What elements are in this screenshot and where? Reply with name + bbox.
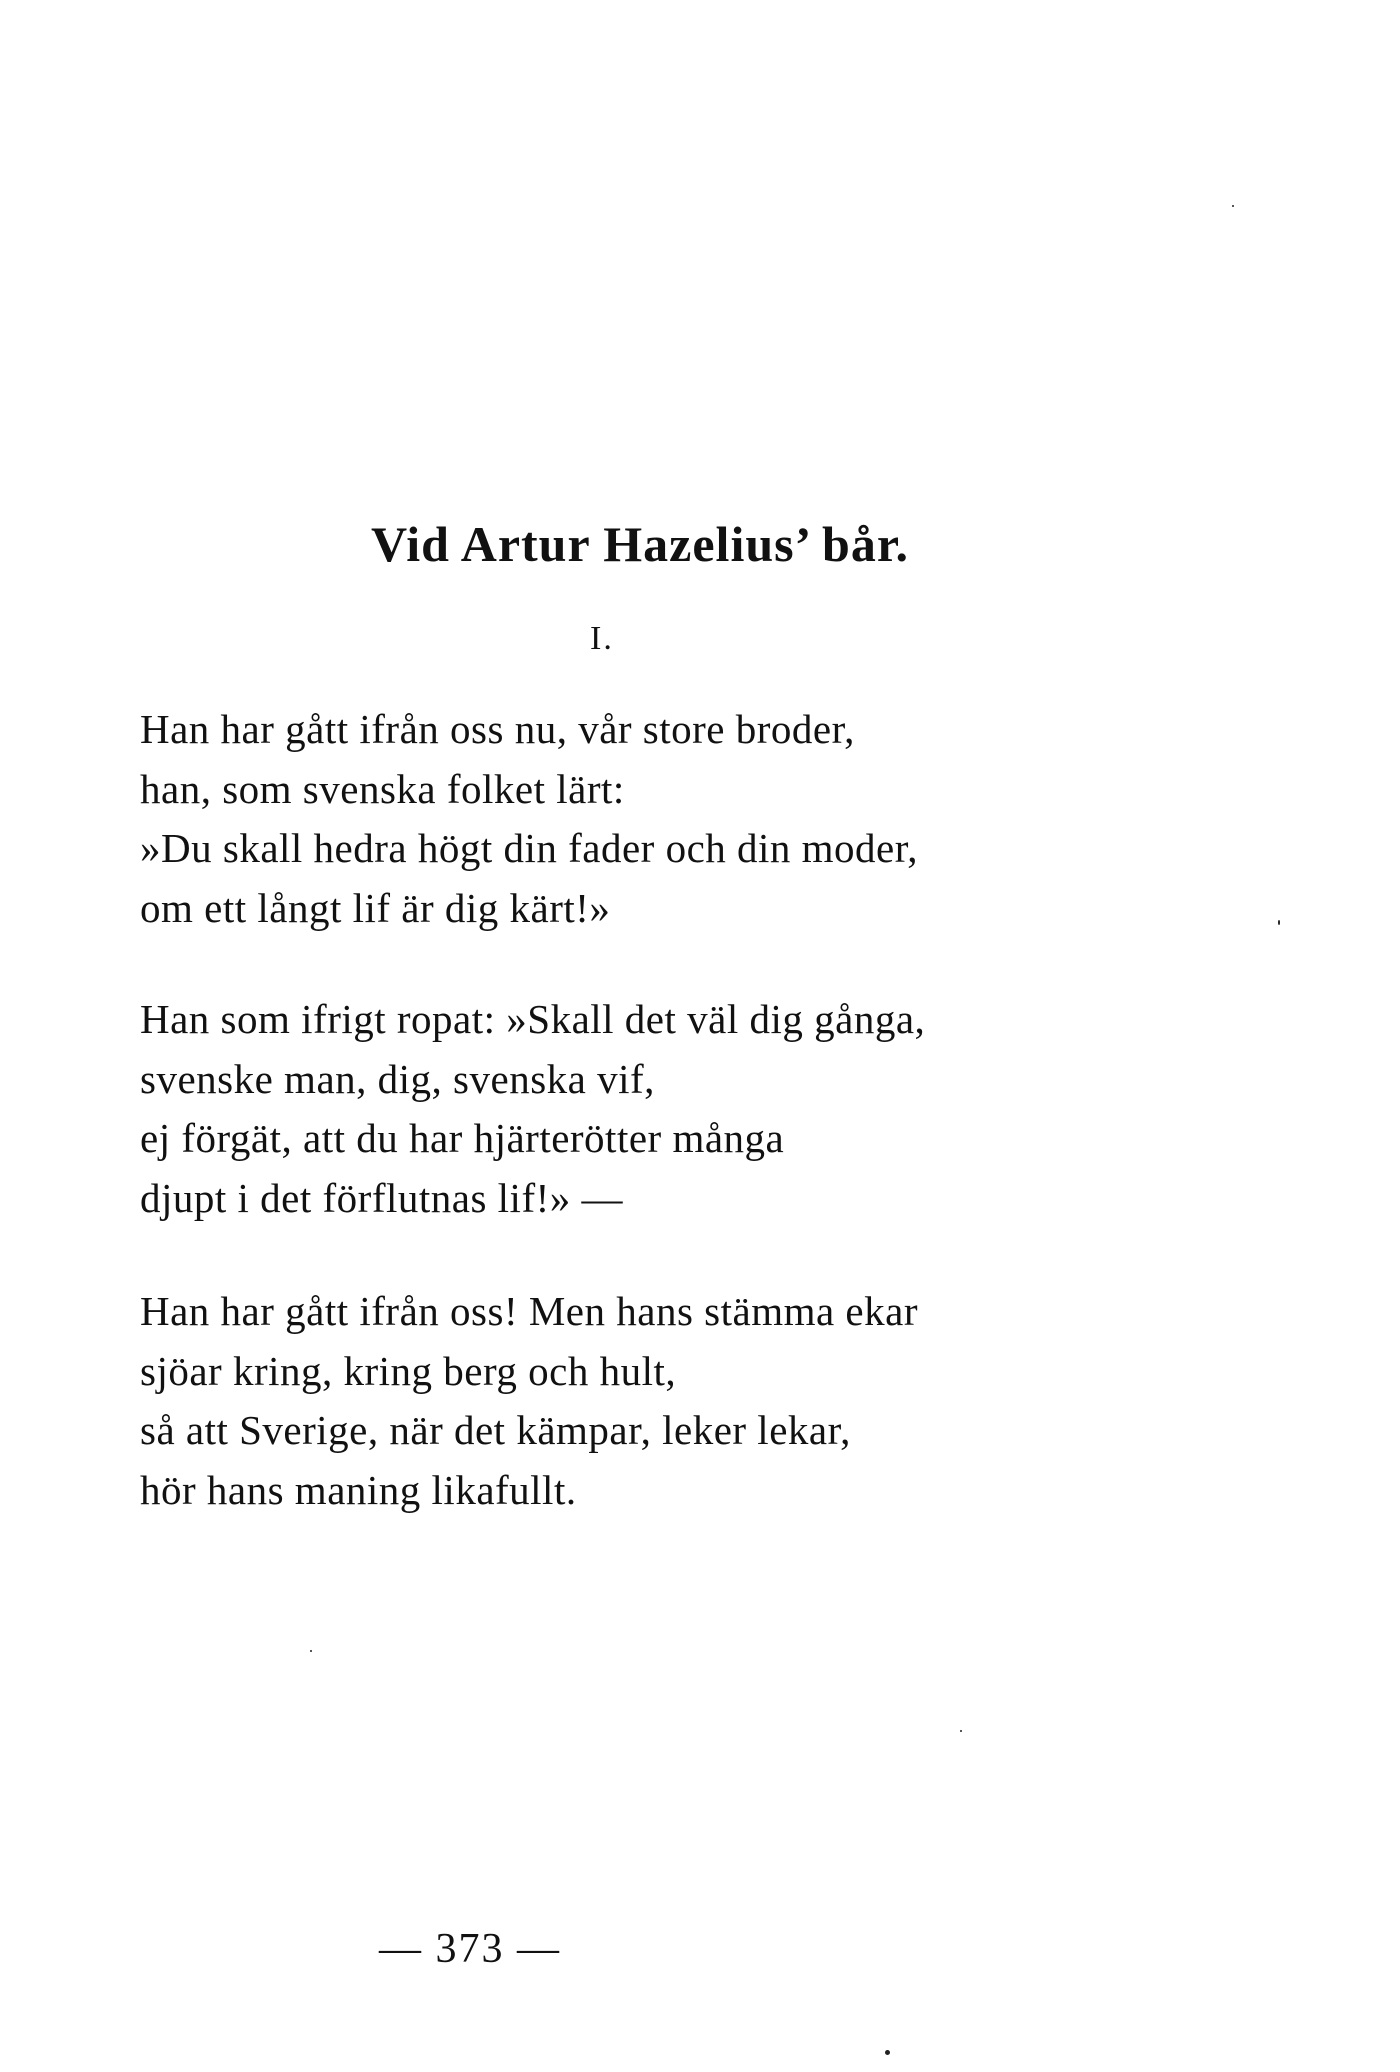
scan-speck	[310, 1650, 312, 1652]
scan-speck	[1232, 205, 1234, 207]
scan-speck	[960, 1730, 962, 1732]
stanza-1	[140, 700, 918, 938]
verse-line: Han har gått ifrån oss! Men hans stämma ekar	[140, 1288, 918, 1334]
verse-line: »Du skall hedra högt din fader och din moder,	[140, 825, 919, 871]
section-number: I.	[590, 620, 614, 657]
verse-line: hör hans maning likafullt.	[140, 1466, 577, 1513]
poem-title: Vid Artur Hazelius’ bår.	[371, 516, 909, 572]
verse-line: han, som svenska folket lärt:	[140, 765, 625, 812]
verse-line: Han som ifrigt ropat: »Skall det väl dig gånga,	[140, 996, 926, 1042]
scan-speck	[1278, 920, 1280, 925]
verse-line: Han har gått ifrån oss nu, vår store broder,	[140, 706, 855, 752]
scan-speck	[885, 2050, 890, 2055]
verse-line: så att Sverige, när det kämpar, leker lekar,	[140, 1407, 851, 1453]
stanza-2	[140, 990, 925, 1228]
verse-line: sjöar kring, kring berg och hult,	[140, 1347, 677, 1394]
verse-line: svenske man, dig, svenska vif,	[140, 1055, 655, 1102]
verse-line: om ett långt lif är dig kärt!»	[140, 884, 611, 931]
stanza-3	[140, 1282, 918, 1520]
verse-line: djupt i det förflutnas lif!» —	[140, 1174, 623, 1221]
page-number: — 373 —	[379, 1926, 561, 1972]
verse-line: ej förgät, att du har hjärterötter många	[140, 1115, 785, 1161]
